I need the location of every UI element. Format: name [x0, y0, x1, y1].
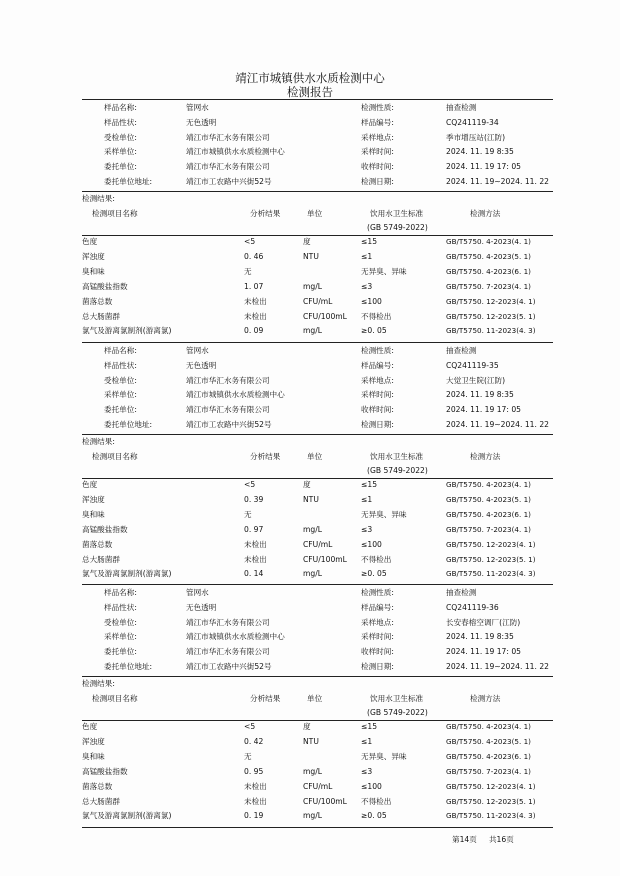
- test-unit: CFU/mL: [303, 781, 333, 791]
- test-standard: ≤15: [361, 722, 378, 731]
- test-standard: 无异臭、异味: [361, 509, 407, 519]
- test-standard: 无异臭、异味: [361, 751, 407, 761]
- label-sampling-site: 采样地点:: [361, 132, 394, 142]
- rule-line: [82, 235, 553, 236]
- test-item: 色度: [82, 480, 98, 489]
- col-header-method: 检测方法: [470, 694, 501, 703]
- test-standard: ≤15: [361, 480, 378, 489]
- label-entrusted-unit: 受检单位:: [104, 375, 137, 385]
- test-result: 未检出: [244, 796, 267, 806]
- rule-line: [82, 478, 553, 479]
- value-sampling-site: 长安春榕空调厂(江防): [446, 617, 521, 627]
- label-sampling-site: 采样地点:: [361, 617, 394, 627]
- test-unit: 度: [303, 237, 311, 246]
- test-standard: 不得检出: [361, 311, 392, 321]
- value-sampling-site: 季市增压站(江防): [446, 132, 506, 142]
- value-client-address: 靖江市工农路中兴街52号: [186, 662, 272, 671]
- test-standard: ≤1: [361, 494, 373, 504]
- test-unit: CFU/mL: [303, 539, 333, 549]
- test-method: GB/T5750. 4-2023(5. 1): [446, 736, 531, 746]
- value-entrusted-unit: 靖江市华汇水务有限公司: [186, 617, 270, 627]
- test-unit: 度: [303, 480, 311, 489]
- value-test-date: 2024. 11. 19~2024. 11. 22: [446, 662, 549, 671]
- value-test-nature: 抽查检测: [446, 103, 477, 112]
- value-sampling-unit: 靖江市城镇供水水质检测中心: [186, 147, 285, 157]
- label-receive-time: 收样时间:: [361, 405, 394, 415]
- test-unit: CFU/100mL: [303, 796, 347, 806]
- test-method: GB/T5750. 12-2023(4. 1): [446, 539, 536, 549]
- test-method: GB/T5750. 11-2023(4. 3): [446, 326, 536, 336]
- test-item: 高锰酸盐指数: [82, 766, 128, 776]
- test-item: 色度: [82, 237, 98, 246]
- value-receive-time: 2024. 11. 19 17: 05: [446, 647, 522, 657]
- test-standard: ≥0. 05: [361, 569, 387, 579]
- value-client-unit: 靖江市华汇水务有限公司: [186, 647, 270, 657]
- test-item: 色度: [82, 722, 98, 731]
- test-result: 未检出: [244, 554, 267, 564]
- test-result: 未检出: [244, 539, 267, 549]
- value-sample-name: 管网水: [186, 588, 209, 597]
- test-method: GB/T5750. 4-2023(4. 1): [446, 237, 531, 246]
- label-sampling-site: 采样地点:: [361, 375, 394, 385]
- label-test-date: 检测日期:: [361, 662, 394, 671]
- test-result: <5: [244, 722, 256, 731]
- test-method: GB/T5750. 12-2023(5. 1): [446, 796, 536, 806]
- test-result: 0. 14: [244, 569, 264, 579]
- label-sampling-time: 采样时间:: [361, 632, 394, 642]
- test-result: 0. 97: [244, 524, 264, 534]
- test-item: 菌落总数: [82, 539, 113, 549]
- col-header-result: 分析结果: [250, 694, 281, 703]
- test-result: <5: [244, 480, 256, 489]
- label-receive-time: 收样时间:: [361, 647, 394, 657]
- result-heading: 检测结果:: [82, 437, 115, 446]
- col-header-result: 分析结果: [250, 209, 281, 218]
- label-client-unit: 委托单位:: [104, 162, 137, 172]
- test-result: 1. 07: [244, 281, 264, 291]
- value-test-date: 2024. 11. 19~2024. 11. 22: [446, 420, 549, 429]
- page-total: 共16页: [488, 835, 514, 844]
- test-result: 无: [244, 509, 252, 519]
- page-footer: [452, 834, 514, 845]
- value-receive-time: 2024. 11. 19 17: 05: [446, 405, 522, 415]
- test-result: 0. 09: [244, 326, 264, 336]
- test-result: 0. 39: [244, 494, 264, 504]
- label-sampling-unit: 采样单位:: [104, 390, 137, 400]
- label-client-address: 委托单位地址:: [104, 420, 153, 429]
- test-standard: ≤100: [361, 539, 382, 549]
- value-entrusted-unit: 靖江市华汇水务有限公司: [186, 375, 270, 385]
- value-sample-property: 无色透明: [186, 117, 217, 127]
- label-sample-no: 样品编号:: [361, 602, 394, 612]
- test-item: 菌落总数: [82, 781, 113, 791]
- test-item: 高锰酸盐指数: [82, 524, 128, 534]
- test-method: GB/T5750. 11-2023(4. 3): [446, 569, 536, 579]
- test-standard: 无异臭、异味: [361, 266, 407, 276]
- rule-line: [82, 434, 553, 435]
- value-sample-property: 无色透明: [186, 360, 217, 370]
- label-sample-no: 样品编号:: [361, 117, 394, 127]
- col-header-standard-code: (GB 5749-2022): [367, 223, 428, 232]
- col-header-unit: 单位: [307, 694, 323, 703]
- test-item: 菌落总数: [82, 296, 113, 306]
- test-result: <5: [244, 237, 256, 246]
- test-standard: ≥0. 05: [361, 811, 387, 821]
- test-method: GB/T5750. 7-2023(4. 1): [446, 281, 531, 291]
- label-test-nature: 检测性质:: [361, 346, 394, 355]
- value-sample-no: CQ241119-35: [446, 360, 499, 370]
- label-sample-property: 样品性状:: [104, 602, 137, 612]
- test-unit: mg/L: [303, 281, 323, 291]
- value-sample-no: CQ241119-34: [446, 117, 499, 127]
- test-result: 未检出: [244, 781, 267, 791]
- label-receive-time: 收样时间:: [361, 162, 394, 172]
- value-client-address: 靖江市工农路中兴街52号: [186, 177, 272, 186]
- value-sampling-time: 2024. 11. 19 8:35: [446, 632, 514, 642]
- rule-line: [82, 99, 553, 100]
- test-result: 无: [244, 751, 252, 761]
- test-unit: mg/L: [303, 766, 323, 776]
- value-sample-no: CQ241119-36: [446, 602, 499, 612]
- rule-line: [82, 720, 553, 721]
- label-test-date: 检测日期:: [361, 177, 394, 186]
- test-item: 浑浊度: [82, 736, 105, 746]
- test-unit: mg/L: [303, 811, 323, 821]
- value-sampling-unit: 靖江市城镇供水水质检测中心: [186, 632, 285, 642]
- test-item: 总大肠菌群: [82, 554, 120, 564]
- label-sampling-time: 采样时间:: [361, 147, 394, 157]
- label-client-unit: 委托单位:: [104, 647, 137, 657]
- value-sample-name: 管网水: [186, 103, 209, 112]
- value-receive-time: 2024. 11. 19 17: 05: [446, 162, 522, 172]
- label-entrusted-unit: 受检单位:: [104, 132, 137, 142]
- col-header-result: 分析结果: [250, 452, 281, 461]
- col-header-item: 检测项目名称: [92, 694, 138, 703]
- test-item: 臭和味: [82, 266, 105, 276]
- result-heading: 检测结果:: [82, 679, 115, 688]
- label-sample-no: 样品编号:: [361, 360, 394, 370]
- test-unit: NTU: [303, 494, 319, 504]
- label-sample-name: 样品名称:: [104, 346, 137, 355]
- test-item: 臭和味: [82, 509, 105, 519]
- test-unit: CFU/100mL: [303, 554, 347, 564]
- test-result: 未检出: [244, 296, 267, 306]
- col-header-standard: 饮用水卫生标准: [370, 209, 424, 218]
- test-result: 无: [244, 266, 252, 276]
- test-standard: ≤100: [361, 296, 382, 306]
- test-method: GB/T5750. 7-2023(4. 1): [446, 524, 531, 534]
- label-client-address: 委托单位地址:: [104, 662, 153, 671]
- test-method: GB/T5750. 4-2023(5. 1): [446, 251, 531, 261]
- test-unit: CFU/100mL: [303, 311, 347, 321]
- test-method: GB/T5750. 4-2023(6. 1): [446, 509, 531, 519]
- label-entrusted-unit: 受检单位:: [104, 617, 137, 627]
- test-item: 浑浊度: [82, 251, 105, 261]
- label-sample-property: 样品性状:: [104, 117, 137, 127]
- label-client-address: 委托单位地址:: [104, 177, 153, 186]
- value-sampling-time: 2024. 11. 19 8:35: [446, 390, 514, 400]
- value-client-unit: 靖江市华汇水务有限公司: [186, 405, 270, 415]
- test-unit: mg/L: [303, 326, 323, 336]
- label-test-date: 检测日期:: [361, 420, 394, 429]
- test-standard: ≤1: [361, 736, 373, 746]
- result-heading: 检测结果:: [82, 194, 115, 203]
- report-title: 靖江市城镇供水水质检测中心: [235, 71, 385, 85]
- test-unit: 度: [303, 722, 311, 731]
- value-sampling-unit: 靖江市城镇供水水质检测中心: [186, 390, 285, 400]
- test-unit: mg/L: [303, 524, 323, 534]
- value-test-nature: 抽查检测: [446, 588, 477, 597]
- test-method: GB/T5750. 7-2023(4. 1): [446, 766, 531, 776]
- test-result: 0. 19: [244, 811, 264, 821]
- value-sample-name: 管网水: [186, 346, 209, 355]
- test-unit: mg/L: [303, 569, 323, 579]
- label-sampling-time: 采样时间:: [361, 390, 394, 400]
- value-test-nature: 抽查检测: [446, 346, 477, 355]
- test-item: 浑浊度: [82, 494, 105, 504]
- test-item: 总大肠菌群: [82, 796, 120, 806]
- value-entrusted-unit: 靖江市华汇水务有限公司: [186, 132, 270, 142]
- test-result: 未检出: [244, 311, 267, 321]
- value-sample-property: 无色透明: [186, 602, 217, 612]
- test-unit: NTU: [303, 251, 319, 261]
- rule-line: [82, 342, 553, 343]
- label-sampling-unit: 采样单位:: [104, 147, 137, 157]
- test-standard: ≥0. 05: [361, 326, 387, 336]
- value-test-date: 2024. 11. 19~2024. 11. 22: [446, 177, 549, 186]
- test-item: 氯气及游离氯制剂(游离氯): [82, 811, 172, 821]
- test-standard: ≤3: [361, 524, 373, 534]
- test-method: GB/T5750. 12-2023(5. 1): [446, 554, 536, 564]
- label-sample-name: 样品名称:: [104, 588, 137, 597]
- test-standard: 不得检出: [361, 554, 392, 564]
- value-sampling-time: 2024. 11. 19 8:35: [446, 147, 514, 157]
- rule-line: [82, 584, 553, 585]
- test-standard: 不得检出: [361, 796, 392, 806]
- col-header-standard: 饮用水卫生标准: [370, 452, 424, 461]
- test-method: GB/T5750. 4-2023(4. 1): [446, 480, 531, 489]
- test-method: GB/T5750. 12-2023(4. 1): [446, 781, 536, 791]
- rule-line: [82, 191, 553, 192]
- test-method: GB/T5750. 4-2023(6. 1): [446, 751, 531, 761]
- value-client-address: 靖江市工农路中兴街52号: [186, 420, 272, 429]
- col-header-method: 检测方法: [470, 209, 501, 218]
- test-item: 氯气及游离氯制剂(游离氯): [82, 569, 172, 579]
- test-item: 高锰酸盐指数: [82, 281, 128, 291]
- label-sampling-unit: 采样单位:: [104, 632, 137, 642]
- label-client-unit: 委托单位:: [104, 405, 137, 415]
- test-method: GB/T5750. 11-2023(4. 3): [446, 811, 536, 821]
- test-method: GB/T5750. 4-2023(5. 1): [446, 494, 531, 504]
- col-header-standard-code: (GB 5749-2022): [367, 708, 428, 717]
- test-standard: ≤1: [361, 251, 373, 261]
- value-sampling-site: 大觉卫生院(江防): [446, 375, 506, 385]
- value-client-unit: 靖江市华汇水务有限公司: [186, 162, 270, 172]
- label-sample-name: 样品名称:: [104, 103, 137, 112]
- label-sample-property: 样品性状:: [104, 360, 137, 370]
- test-standard: ≤3: [361, 281, 373, 291]
- test-item: 氯气及游离氯制剂(游离氯): [82, 326, 172, 336]
- col-header-item: 检测项目名称: [92, 452, 138, 461]
- col-header-standard: 饮用水卫生标准: [370, 694, 424, 703]
- col-header-item: 检测项目名称: [92, 209, 138, 218]
- col-header-standard-code: (GB 5749-2022): [367, 466, 428, 475]
- test-method: GB/T5750. 12-2023(4. 1): [446, 296, 536, 306]
- test-standard: ≤3: [361, 766, 373, 776]
- test-method: GB/T5750. 4-2023(4. 1): [446, 722, 531, 731]
- report-subtitle: 检测报告: [287, 85, 333, 99]
- test-standard: ≤15: [361, 237, 378, 246]
- test-standard: ≤100: [361, 781, 382, 791]
- test-unit: CFU/mL: [303, 296, 333, 306]
- rule-line: [82, 676, 553, 677]
- test-method: GB/T5750. 4-2023(6. 1): [446, 266, 531, 276]
- label-test-nature: 检测性质:: [361, 103, 394, 112]
- rule-line: [82, 827, 553, 828]
- col-header-unit: 单位: [307, 452, 323, 461]
- test-item: 臭和味: [82, 751, 105, 761]
- test-method: GB/T5750. 12-2023(5. 1): [446, 311, 536, 321]
- col-header-unit: 单位: [307, 209, 323, 218]
- label-test-nature: 检测性质:: [361, 588, 394, 597]
- test-result: 0. 95: [244, 766, 264, 776]
- test-unit: NTU: [303, 736, 319, 746]
- col-header-method: 检测方法: [470, 452, 501, 461]
- page-number: 第14页: [452, 835, 477, 844]
- test-item: 总大肠菌群: [82, 311, 120, 321]
- test-result: 0. 42: [244, 736, 264, 746]
- test-result: 0. 46: [244, 251, 264, 261]
